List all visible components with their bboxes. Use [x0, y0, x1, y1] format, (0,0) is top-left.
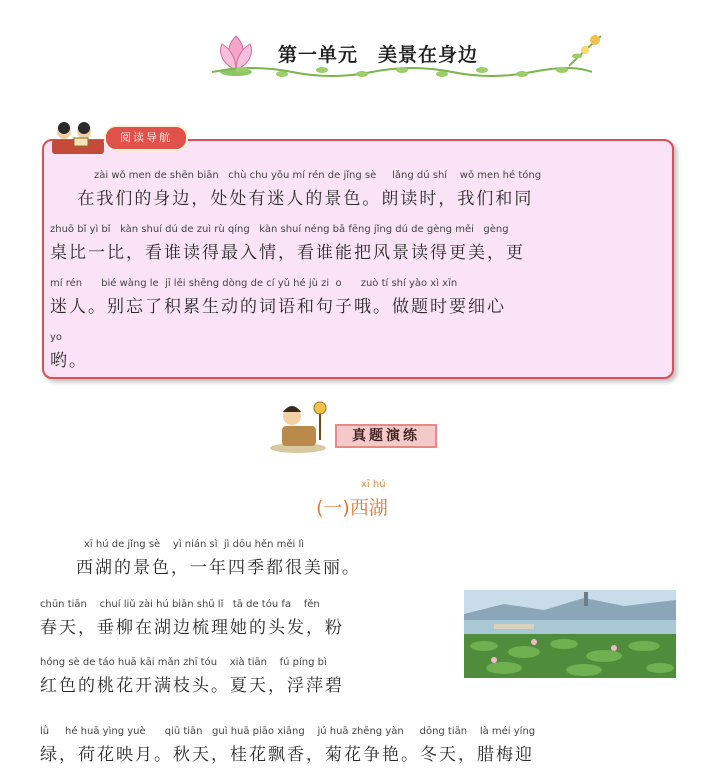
- branch-decoration-icon: [565, 30, 605, 70]
- scholar-figure-icon: [268, 396, 332, 454]
- lesson-line-2-text: 春天，垂柳在湖边梳理她的头发，粉: [40, 618, 344, 638]
- children-reading-icon: [48, 118, 108, 158]
- guide-line-4-text: 哟。: [50, 351, 88, 371]
- lesson-line-1-text: 西湖的景色，一年四季都很美丽。: [76, 558, 361, 578]
- lesson-line-2-pinyin: chūn tiān chuí liǔ zài hú biān shū lǐ tā de tóu fa fěn: [40, 599, 320, 610]
- practice-banner: 真题演练: [335, 424, 437, 448]
- lesson-title-pinyin: xī hú: [361, 479, 386, 490]
- guide-line-3-text: 迷人。别忘了积累生动的词语和句子哦。做题时要细心: [50, 297, 506, 317]
- lesson-line-3-pinyin: hóng sè de táo huā kāi mǎn zhī tóu xià tiān fú píng bì: [40, 657, 327, 668]
- west-lake-photo: [464, 590, 676, 678]
- lesson-line-3-text: 红色的桃花开满枝头。夏天，浮萍碧: [40, 676, 344, 696]
- unit-title: 第一单元 美景在身边: [278, 44, 479, 66]
- guide-line-1-text: 在我们的身边，处处有迷人的景色。朗读时，我们和同: [70, 189, 534, 209]
- reading-guide-tab: 阅读导航: [104, 125, 188, 151]
- guide-line-1-pinyin: zài wǒ men de shēn biān chù chu yǒu mí rén de jǐng sè lǎng dú shí wǒ men hé tóng: [94, 170, 542, 181]
- guide-line-2-pinyin: zhuō bǐ yì bǐ kàn shuí dú de zuì rù qíng kàn shuí néng bǎ fēng jǐng dú de gèng měi gèng: [50, 224, 509, 235]
- lesson-line-4-text: 绿，荷花映月。秋天，桂花飘香，菊花争艳。冬天，腊梅迎: [40, 745, 534, 765]
- lesson-line-1-pinyin: xī hú de jǐng sè yì nián sì jì dōu hěn měi lì: [84, 539, 305, 550]
- guide-line-4-pinyin: yo: [50, 332, 63, 343]
- guide-line-2-text: 桌比一比，看谁读得最入情，看谁能把风景读得更美，更: [50, 243, 525, 263]
- lesson-line-4-pinyin: lǜ hé huā yìng yuè qiū tiān guì huā piāo xiāng jú huā zhēng yàn dōng tiān là méi yíng: [40, 726, 536, 737]
- lesson-title: (一)西湖: [316, 497, 388, 519]
- guide-line-3-pinyin: mí rén bié wàng le jī lěi shēng dòng de cí yǔ hé jù zi o zuò tí shí yào xì xīn: [50, 278, 458, 289]
